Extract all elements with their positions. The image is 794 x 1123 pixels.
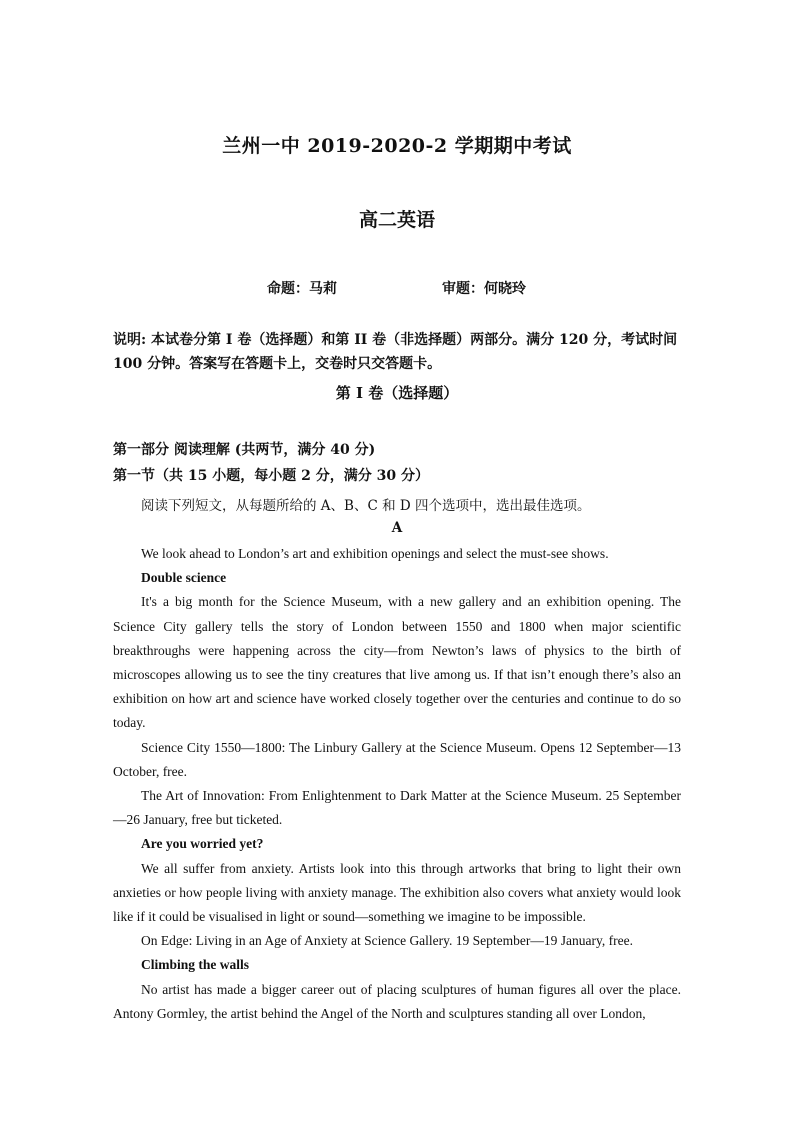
passage-label: A — [391, 520, 403, 536]
question-setter: 命题：马莉 — [267, 281, 337, 297]
exam-title: 兰州一中 2019-2020-2 学期期中考试 — [222, 135, 572, 157]
passage-paragraph: No artist has made a bigger career out of placing sculptures of human figures all over the place. Antony Gormley, the artist behind the Angel of the North and sculptures standing all over London, — [113, 981, 681, 1021]
exhibition-listing: The Art of Innovation: From Enlightenment to Dark Matter at the Science Museum. 25 September—26 January, free but ticketed. — [113, 788, 681, 828]
part-one-section-heading: 第一节（共 15 小题，每小题 2 分，满分 30 分） — [113, 468, 429, 484]
question-reviewer: 审题：何晓玲 — [442, 281, 526, 297]
exam-subject: 高二英语 — [358, 209, 435, 231]
part-one-heading: 第一部分 阅读理解 (共两节，满分 40 分) — [113, 442, 376, 458]
exhibition-listing: Science City 1550—1800: The Linbury Gallery at the Science Museum. Opens 12 September—13 October, free. — [113, 739, 681, 779]
passage-body — [113, 542, 681, 1026]
passage-heading: Climbing the walls — [141, 957, 250, 973]
passage-heading: Are you worried yet? — [141, 836, 264, 852]
exhibition-listing: On Edge: Living in an Age of Anxiety at Science Gallery. 19 September—19 January, free. — [141, 933, 633, 949]
passage-intro: We look ahead to London’s art and exhibition openings and select the must-see shows. — [141, 546, 609, 561]
section-title: 第 I 卷（选择题） — [335, 384, 459, 402]
reading-directions: 阅读下列短文，从每题所给的 A、B、C 和 D 四个选项中，选出最佳选项。 — [141, 498, 591, 514]
passage-heading: Double science — [141, 570, 227, 586]
passage-paragraph: It's a big month for the Science Museum, with a new gallery and an exhibition opening. The Science City gallery tells the story of London between 1550 and 1800 when major scientific breakthroughs were happening across the city—from Newton’s laws of physics to the birth of microscopes allowing us to see the tiny creatures that live among us. If that isn’t enough there’s also an exhibition on how art and science have worked closely together over the centuries and continue to do so today. — [113, 594, 681, 731]
passage-paragraph: We all suffer from anxiety. Artists look into this through artworks that bring to light their own anxieties or how people living with anxiety manage. The exhibition also covers what anxiety would look like if it could be visualised in light or sound—something we imagine to be impossible. — [113, 860, 681, 925]
exam-instructions: 说明: 本试卷分第 I 卷（选择题）和第 II 卷（非选择题）两部分。满分 120 分，考试时间 100 分钟。答案写在答题卡上，交卷时只交答题卡。 — [113, 332, 678, 372]
